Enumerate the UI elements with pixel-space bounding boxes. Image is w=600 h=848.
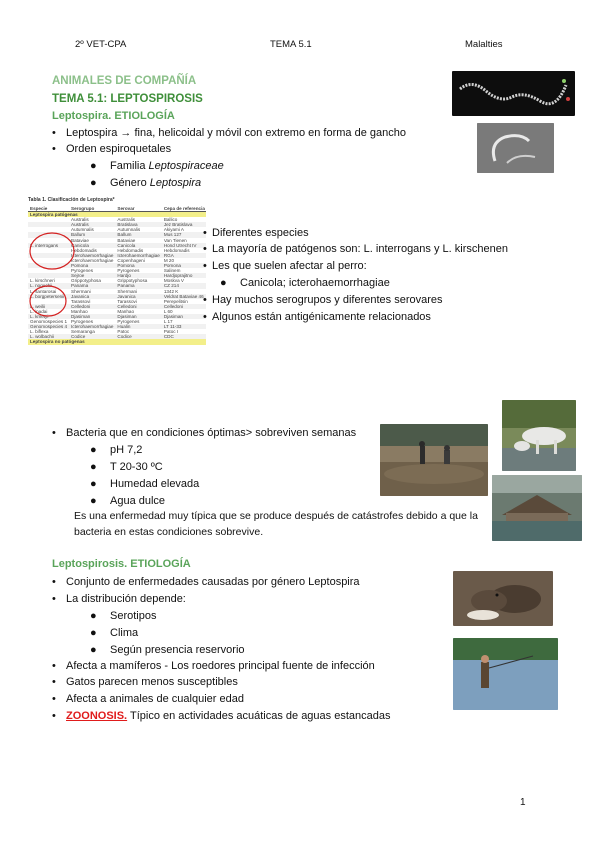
bullet-distribucion: • La distribución depende: [52,593,186,605]
table-cell: Moskva V [163,278,184,284]
table-cell: Hebdomadis [117,247,144,253]
table-cell: RGA [162,253,206,258]
table-band-nonpathogenic: Leptospira no patógenas [28,339,206,344]
table-cell: Icterohaemorrhagiae [71,252,114,258]
factor-clima: ● Clima [90,627,139,639]
table-cell: Van Tienen [163,237,187,243]
table-cell: Mus 127 [162,232,206,237]
leptospira-micrograph-photo [452,71,575,116]
table-cell: L. kmetyi [28,314,69,319]
table-cell: CZ 214 [162,283,206,288]
condition-humidity: ● Humedad elevada [90,478,200,490]
topic-title: TEMA 5.1: LEPTOSPIROSIS [52,93,203,105]
bullet-edad: • Afecta a animales de cualquier edad [52,693,244,705]
table-cell: Hebdomadis [163,247,190,253]
table-cell: Manhao [117,308,135,314]
table-cell: Grippotyphosa [117,278,148,284]
table-cell: Pomona [69,263,115,268]
factor-serotipos: ● Serotipos [90,610,157,622]
note-perro: • Les que suelen afectar al perro: [203,260,367,272]
header-right: Malalties [465,39,503,50]
table-cell: Patoc I [163,329,179,335]
note-patogenos: • La mayoría de patógenos son: L. interrogans y L. kirschenen [203,243,508,255]
sub-familia: ● Familia Leptospiraceae [90,160,224,172]
table-band-pathogenic: Leptospira patógenas [28,212,206,218]
table-cell: L. biflexa [30,329,49,335]
section-heading: ANIMALES DE COMPAÑÍA [52,75,197,87]
table-cell: Panama [69,283,115,288]
table-cell: Bataviae [117,237,136,243]
bullet-bacteria: • Bacteria que en condiciones óptimas> sobreviven semanas [52,427,357,439]
table-cell: Panama [115,283,161,288]
table-cell: Shermani [117,288,138,294]
note-canicola: ● Canicola; icterohaemorrhagiae [220,277,390,289]
table-cell: Hardjoprajitno [162,273,206,278]
table-cell: Canicola [115,243,161,248]
leptospira-em-photo [477,123,554,173]
table-cell: Ballum [115,232,161,237]
table-header: Serovar [115,206,161,212]
table-cell: Autumnalis [117,227,141,233]
table-cell: Veldrat Bataviae 46 [162,294,206,299]
table-cell: Tarassovi [71,298,91,304]
table-cell: Pyrogenes [117,319,140,325]
bullet-orden: • Orden espiroquetales [52,143,172,155]
table-caption: Tabla 1. Clasificación de Leptospira* [28,197,115,203]
table-cell: Celledoni [162,304,206,309]
subtopic-title: Leptospira. ETIOLOGÍA [52,110,175,122]
classification-table [28,197,206,412]
table-cell: L. interrogans [28,243,69,248]
table-cell: Australis [117,217,136,223]
table-cell: Bratislava [115,222,161,227]
table-cell: Icterohaemorrhagiae [117,252,160,258]
rats-photo [453,571,553,626]
table-cell: Semaranga [71,329,95,335]
table-cell: Pomona [115,263,161,268]
table-cell: Pyrogenes [71,319,93,325]
table-cell: Javanica [69,294,115,299]
table-cell: L 60 [163,308,173,314]
table-cell: Tarassovi [117,298,137,304]
table-cell: Copenhageni [117,257,145,263]
table-cell: Bataviae [71,237,89,243]
table-cell: Autumnalis [71,227,94,233]
table-cell: Akiyami A [163,227,184,233]
condition-water: ● Agua dulce [90,495,166,507]
table-cell: L. wolbachii [28,334,69,339]
table-cell: Hardjo [115,273,161,278]
bullet-leptospira: • Leptospira → fina, helicoidal y móvil con extremo en forma de gancho [52,127,406,139]
table-header: Serogrupo [69,206,115,212]
table-cell: Perepelitsin [163,298,188,304]
sub-genero: ● Género Leptospira [90,177,202,189]
table-cell: Genomospecies 4 [30,324,68,330]
table-cell: Ballico [163,217,178,223]
dog-drinking-photo [502,400,576,471]
table-cell: Pyrogenes [71,268,93,274]
table-cell: Hebdomadis [71,247,97,253]
subtopic-title-2: Leptospirosis. ETIOLOGÍA [52,558,191,570]
header-center: TEMA 5.1 [270,39,312,50]
table-cell: L. noguchii [28,283,69,288]
table-cell: Salinem [163,268,181,274]
condition-temp: ● T 20-30 ºC [90,461,163,473]
table-cell: Celledoni [115,304,161,309]
zoonosis-keyword: ZOONOSIS. [66,710,128,722]
table-cell: L. inadai [30,308,48,314]
table-cell: Hond Utrecht IV [162,243,206,248]
table-cell: Australis [69,222,115,227]
table-cell: Manhao [71,308,88,314]
table-cell: Pomona [162,263,206,268]
table-header: Cepa de referencia [163,206,205,211]
table-cell: L. borgpetersenii [28,294,69,299]
bullet-conjunto: • Conjunto de enfermedades causadas por género Leptospira [52,576,360,588]
table-cell: Javanica [115,294,161,299]
table-cell: Djasiman [162,314,206,319]
table-cell: Canicola [69,243,115,248]
factor-reservorio: ● Según presencia reservorio [90,644,245,656]
paragraph-catastrophe: Es una enfermedad muy típica que se produce después de catástrofes debido a que la bacteria en estas condiciones sobrevive. [74,510,478,538]
fisherman-photo [453,638,558,710]
note-especies: • Diferentes especies [203,227,309,239]
table-cell: M 20 [163,257,175,263]
table-cell: 1342 K [163,288,179,294]
bullet-gatos: • Gatos parecen menos susceptibles [52,676,238,688]
note-antigenic: • Algunos están antigénicamente relacionados [203,311,431,323]
table-cell: L. santarosai [30,288,57,294]
table-cell: Pyrogenes [117,268,140,274]
red-annotation-circles [28,197,206,412]
table-cell: Australis [71,217,89,223]
table-cell: Icterohaemorrhagiae [71,324,114,330]
note-serogrupos: • Hay muchos serogrupos y diferentes serovares [203,294,443,306]
table-cell: CDC [162,334,206,339]
table-cell: Codice [115,334,161,339]
table-cell: Celledoni [69,304,115,309]
table-cell: Patoc [117,329,130,335]
table-cell: Hualin [115,324,161,329]
table-cell: L. weilii [28,304,69,309]
table-cell: Jez Bratislava [162,222,206,227]
bullet-zoonosis: • ZOONOSIS. Típico en actividades acuáticas de aguas estancadas [52,710,391,722]
table-cell: Sejroe [69,273,115,278]
table-cell: Ballum [69,232,115,237]
condition-ph: ● pH 7,2 [90,444,143,456]
table-header: Especie [28,206,69,212]
table-cell: Shermani [71,288,91,294]
table-cell: Djasiman [115,314,161,319]
table-cell: Codice [69,334,115,339]
table-cell: Djasiman [69,314,115,319]
table-cell: L 17 [163,319,173,325]
table-cell: L. kirschneri [30,278,55,284]
table-cell: Icterohaemorrhagiae [71,257,114,263]
flooded-house-photo [492,475,582,541]
flood-people-photo [380,424,488,496]
table-cell: LT 11-33 [162,324,206,329]
table-cell: Genomospecies 1 [30,319,68,325]
page-number: 1 [520,797,526,808]
header-left: 2º VET-CPA [75,39,127,50]
table-cell: Grippotyphosa [71,278,101,284]
bullet-mamiferos: • Afecta a mamíferos - Los roedores principal fuente de infección [52,660,375,672]
